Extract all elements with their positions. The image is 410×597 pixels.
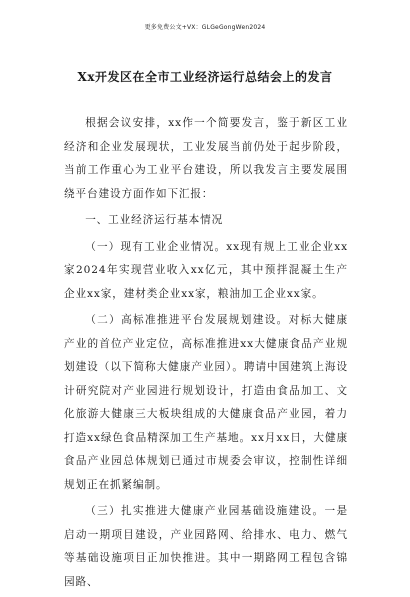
document-body: [64, 112, 348, 597]
document-title: Xx开发区在全市工业经济运行总结会上的发言: [77, 70, 333, 84]
paragraph-infrastructure: （三）扎实推进大健康产业园基础设施建设。一是启动一期项目建设，产业园路网、给排水、电力、燃气等基础设施项目正加快推进。其中一期路网工程包含锦园路、: [64, 505, 348, 588]
paragraph-intro: 根据会议安排，xx作一个简要发言，鉴于新区工业经济和企业发展现状，工业发展当前仍处于起步阶段，当前工作重心为工业平台建设，所以我发言主要发展围绕平台建设方面作如下汇报：: [64, 117, 348, 200]
paragraph-enterprises: （一）现有工业企业情况。xx现有规上工业企业xx家2024年实现营业收入xx亿元，其中预拌混凝土生产企业xx家，建材类企业xx家，粮油加工企业xx家。: [64, 240, 348, 300]
header-note: 更多免费公文+VX：GLGeGongWen2024: [144, 24, 266, 31]
paragraph-planning: （二）高标准推进平台发展规划建设。对标大健康产业的首位产业定位，高标准推进xx大健康食品产业规划建设（以下简称大健康产业园）。聘请中国建筑上海设计研究院对产业园进行规划设计，打造由食品加工、文化旅游大健康三大板块组成的大健康食品产业园，着力打造xx绿色食品精深加工生产基地。xx月xx日，大健康食品产业园总体规划已通过市规委会审议，控制性详细规划正在抓紧编制。: [64, 314, 348, 491]
section-heading: 一、工业经济运行基本情况: [85, 214, 224, 226]
